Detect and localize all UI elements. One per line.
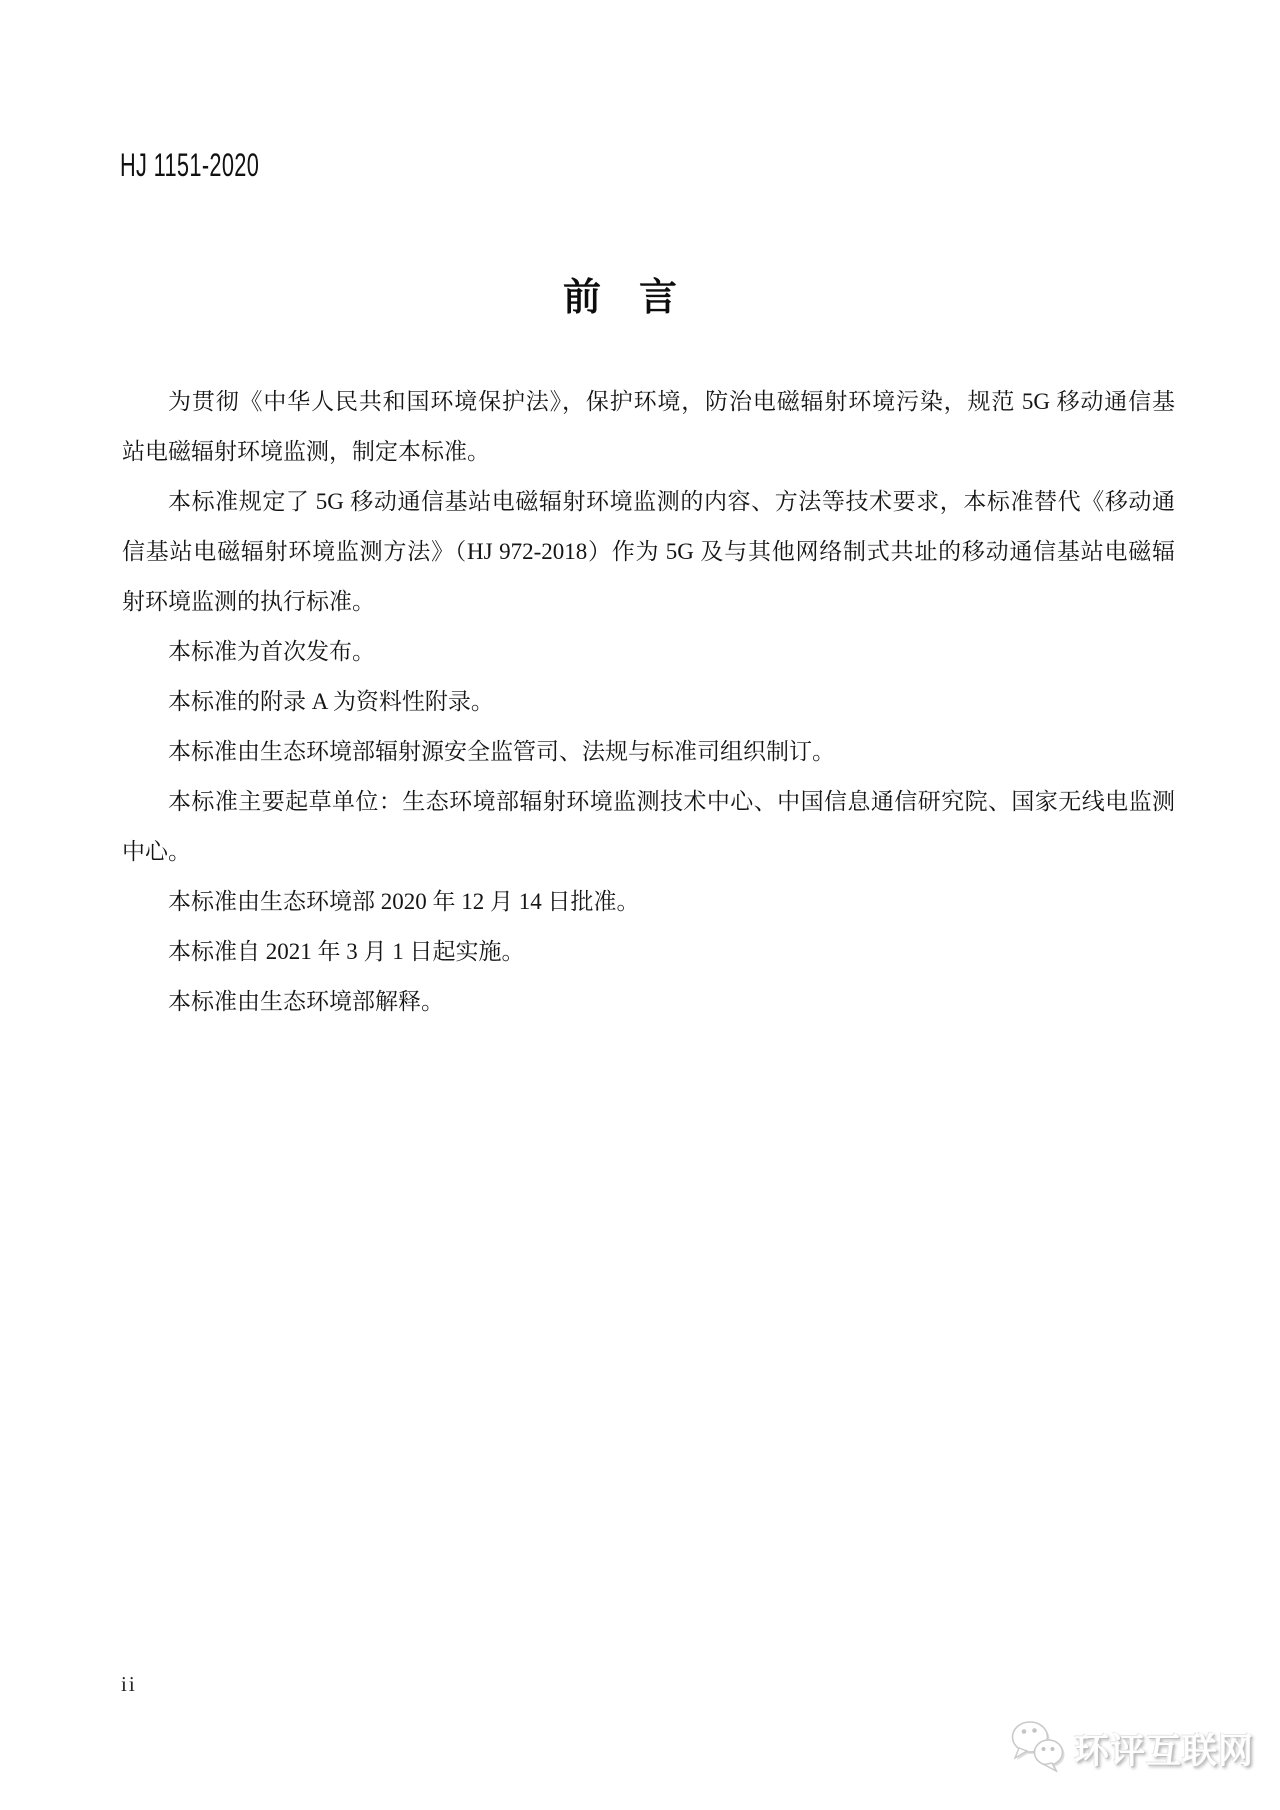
- watermark-text: 环评互联网: [1074, 1731, 1255, 1771]
- text-line: 信基站电磁辐射环境监测方法》（HJ 972-2018）作为 5G 及与其他网络制式共址的移动通信基站电磁辐: [122, 539, 1175, 564]
- text-line: 本标准规定了 5G 移动通信基站电磁辐射环境监测的内容、方法等技术要求，本标准替代《移动通: [168, 489, 1175, 514]
- foreword-body: [122, 377, 1175, 1027]
- standard-number: HJ 1151-2020: [120, 147, 260, 183]
- text-line: 本标准主要起草单位：生态环境部辐射环境监测技术中心、中国信息通信研究院、国家无线电监测: [168, 789, 1175, 814]
- text-line: 本标准由生态环境部 2020 年 12 月 14 日批准。: [168, 889, 640, 914]
- text-line: 本标准自 2021 年 3 月 1 日起实施。: [168, 939, 525, 964]
- text-line: 射环境监测的执行标准。: [122, 589, 375, 614]
- text-line: 本标准由生态环境部解释。: [168, 989, 444, 1014]
- text-line: 站电磁辐射环境监测，制定本标准。: [122, 439, 490, 464]
- text-line: 本标准由生态环境部辐射源安全监管司、法规与标准司组织制订。: [168, 739, 835, 764]
- text-line: 本标准的附录 A 为资料性附录。: [168, 689, 494, 714]
- wechat-speech-bubbles-icon: [1008, 1718, 1068, 1779]
- text-line: 本标准为首次发布。: [168, 639, 375, 664]
- page-title: 前 言: [562, 277, 677, 319]
- page-number: ii: [121, 1672, 137, 1696]
- text-line: 中心。: [122, 839, 191, 864]
- text-line: 为贯彻《中华人民共和国环境保护法》，保护环境，防治电磁辐射环境污染，规范 5G 移动通信基: [168, 389, 1175, 414]
- watermark: [1008, 1718, 1254, 1779]
